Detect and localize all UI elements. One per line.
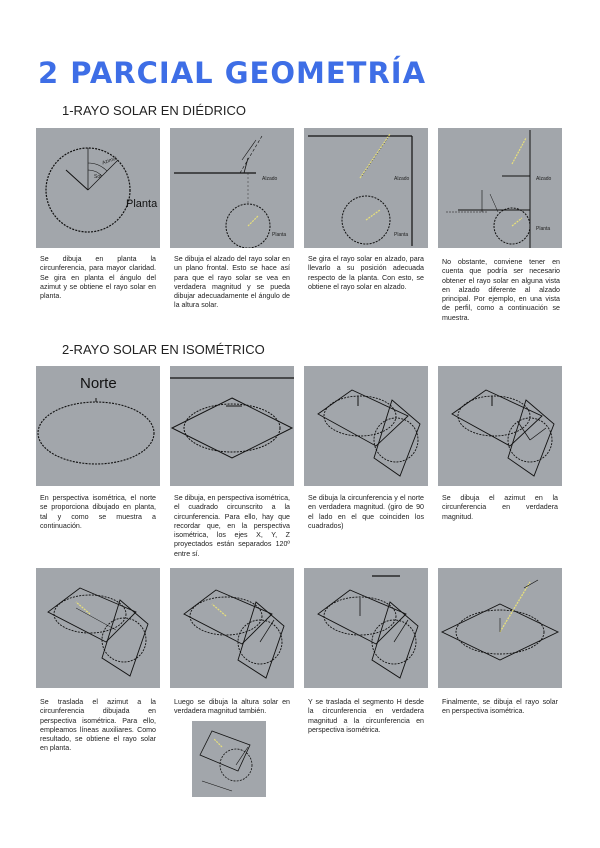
caption-1-2: Se dibuja el alzado del rayo solar en un plano frontal. Esto se hace así para que el rayo solar se vea en verdadera magnitud y se pueda dibujar adecuadamente el ángulo de la altura solar. xyxy=(174,255,290,310)
sol-tag: Sol xyxy=(94,174,102,180)
section-heading-isometrico: 2-RAYO SOLAR EN ISOMÉTRICO xyxy=(62,342,265,357)
caption-3-4: Finalmente, se dibuja el rayo solar en perspectiva isométrica. xyxy=(442,698,558,716)
diagram-giro-alzado xyxy=(304,128,428,248)
diagram-alzado-frontal xyxy=(170,128,294,248)
diagram-rayo-isometrico xyxy=(438,568,562,688)
diagram-azimut-vm xyxy=(438,366,562,486)
alzado-label: Alzado xyxy=(536,176,552,182)
planta-label: Planta xyxy=(394,232,409,238)
section-heading-diedrico: 1-RAYO SOLAR EN DIÉDRICO xyxy=(62,103,246,118)
caption-2-2: Se dibuja, en perspectiva isométrica, el cuadrado circunscrito a la circunferencia. Para ello, hay que recordar que, en la perspectiva isométrica, los ejes X, Y, Z proyectados están separados 120º entre sí. xyxy=(174,494,290,558)
diagram-cuadrado-circunscrito xyxy=(170,366,294,486)
diagram-segmento-h xyxy=(304,568,428,688)
planta-label: Planta xyxy=(126,198,158,210)
alzado-label: Alzado xyxy=(262,176,278,182)
caption-3-3: Y se traslada el segmento H desde la circunferencia en verdadera magnitud a la circunferencia en perspectiva isométrica. xyxy=(308,698,424,734)
planta-label: Planta xyxy=(272,232,287,238)
caption-1-3: Se gira el rayo solar en alzado, para llevarlo a su posición adecuada respecto de la planta. Con esto, se obtiene el rayo solar en alzado. xyxy=(308,255,424,291)
diagram-vista-perfil xyxy=(438,128,562,248)
diagram-circunferencia-vm xyxy=(304,366,428,486)
caption-3-2: Luego se dibuja la altura solar en verdadera magnitud también. xyxy=(174,698,290,716)
planta-label: Planta xyxy=(536,226,551,232)
caption-2-3: Se dibuja la circunferencia y el norte en verdadera magnitud. (giro de 90 el lado en el que coinciden los cuadrados) xyxy=(308,494,424,530)
diagram-altura-solar xyxy=(170,568,294,688)
page-title: 2 PARCIAL GEOMETRÍA xyxy=(38,56,427,90)
caption-2-1: En perspectiva isométrica, el norte se proporciona dibujado en planta, tal y como se muestra a continuación. xyxy=(40,494,156,530)
caption-1-4: No obstante, conviene tener en cuenta que podría ser necesario obtener el rayo solar en alguna vista en alzado diferente al alzado principal. Por ejemplo, en una vista de perfil, como a continuación se muestra. xyxy=(442,258,560,322)
caption-1-1: Se dibuja en planta la circunferencia, para mayor claridad. Se gira en planta el ángulo del azimut y se obtiene el rayo solar en planta. xyxy=(40,255,156,301)
azimut-tag: Azimut xyxy=(101,155,118,167)
diagram-planta-azimut xyxy=(36,128,160,248)
norte-label: Norte xyxy=(80,375,117,392)
diagram-detalle-altura xyxy=(192,721,266,797)
caption-3-1: Se traslada el azimut a la circunferencia dibujada en perspectiva isométrica. Para ello, empleamos líneas auxiliares. Como resultado, se obtiene el rayo solar en planta. xyxy=(40,698,156,753)
caption-2-4: Se dibuja el azimut en la circunferencia en verdadera magnitud. xyxy=(442,494,558,521)
diagram-norte-planta xyxy=(36,366,160,486)
alzado-label: Alzado xyxy=(394,176,410,182)
diagram-traslado-azimut xyxy=(36,568,160,688)
